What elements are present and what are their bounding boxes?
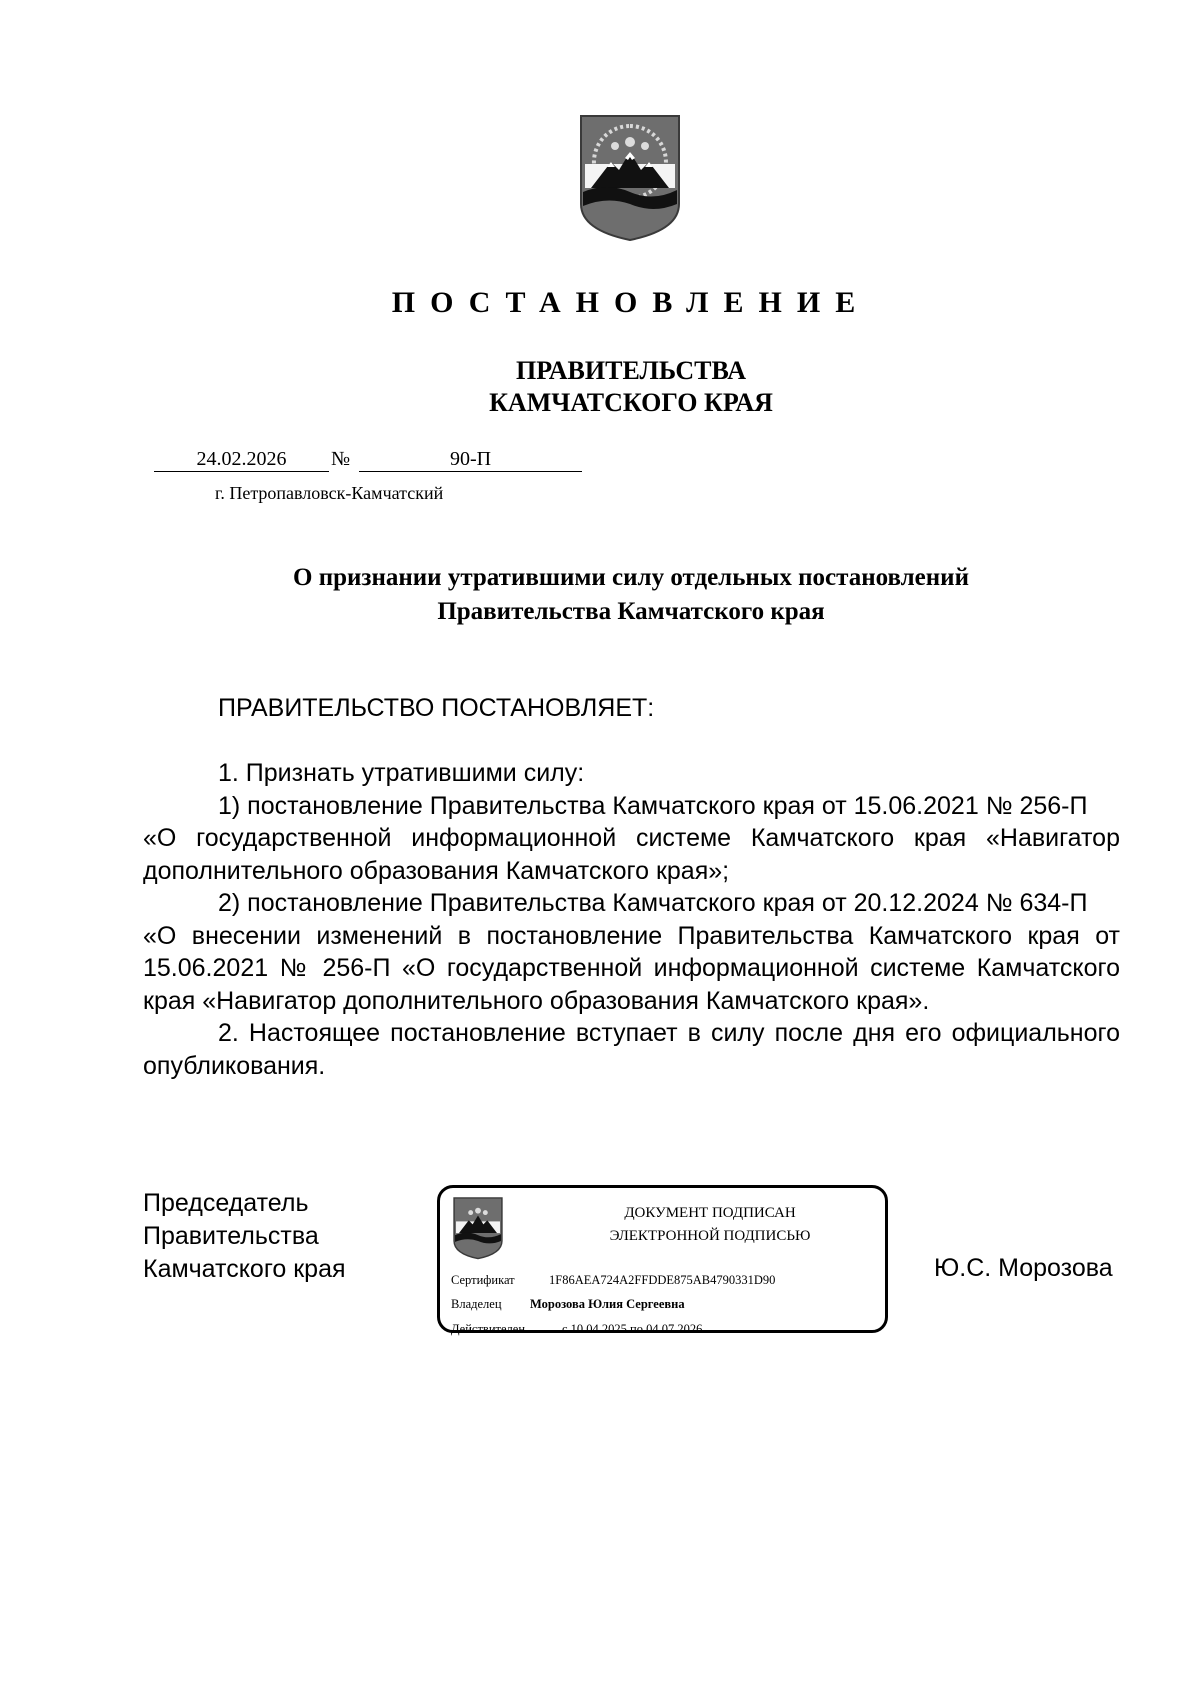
signer-position	[143, 1187, 346, 1286]
validity-value: с 10.04.2025 по 04.07.2026	[562, 1322, 703, 1336]
issuer-line-1: ПРАВИТЕЛЬСТВА	[516, 356, 746, 385]
signer-position-line-3: Камчатского края	[143, 1255, 346, 1283]
certificate-label: Сертификат	[451, 1273, 515, 1287]
stamp-emblem-icon	[452, 1196, 504, 1260]
place-of-issue: г. Петропавловск-Камчатский	[215, 483, 444, 503]
issuer-title	[0, 355, 1200, 419]
number-sign: №	[331, 448, 351, 470]
owner-label: Владелец	[451, 1297, 502, 1311]
document-type-title: ПОСТАНОВЛЕНИЕ	[391, 286, 871, 319]
paragraph-item-1-1-rest: «О государственной информационной системе Камчатского края «Навигатор дополнительного образования Камчатского края»;	[143, 824, 1120, 885]
signer-name: Ю.С. Морозова	[934, 1254, 1113, 1282]
document-number: 90-П	[359, 447, 582, 472]
resolution-phrase: ПРАВИТЕЛЬСТВО ПОСТАНОВЛЯЕТ:	[218, 694, 655, 722]
document-date: 24.02.2026	[154, 447, 329, 472]
stamp-header	[550, 1202, 870, 1248]
signer-position-line-1: Председатель	[143, 1189, 309, 1217]
coat-of-arms-icon	[577, 112, 683, 243]
stamp-owner-row	[451, 1296, 685, 1312]
paragraph-item-2: 2. Настоящее постановление вступает в силу после дня его официального опубликования.	[143, 1019, 1120, 1080]
stamp-certificate-row	[451, 1272, 775, 1288]
paragraph-item-1-1-lead: 1) постановление Правительства Камчатского края от 15.06.2021 № 256-П	[218, 791, 1088, 820]
document-body	[143, 757, 1120, 1082]
owner-value: Морозова Юлия Сергеевна	[530, 1297, 685, 1311]
stamp-header-line-1: ДОКУМЕНТ ПОДПИСАН	[624, 1205, 796, 1221]
subject-line-1: О признании утратившими силу отдельных постановлений	[293, 564, 969, 591]
stamp-header-line-2: ЭЛЕКТРОННОЙ ПОДПИСЬЮ	[609, 1228, 811, 1244]
electronic-signature-stamp	[437, 1185, 888, 1336]
paragraph-item-1: 1. Признать утратившими силу:	[218, 759, 585, 787]
subject-line-2: Правительства Камчатского края	[437, 598, 825, 625]
signer-position-line-2: Правительства	[143, 1222, 319, 1250]
paragraph-item-1-2-lead: 2) постановление Правительства Камчатского края от 20.12.2024 № 634-П	[218, 889, 1088, 917]
validity-label: Действителен	[451, 1322, 526, 1336]
issuer-line-2: КАМЧАТСКОГО КРАЯ	[489, 388, 773, 417]
paragraph-item-1-2-rest: «О внесении изменений в постановление Правительства Камчатского края от 15.06.2021 № 256-П «О государственной информационной системе Камчатского края «Навигатор дополнительного образования Камчатского края».	[143, 921, 1120, 1015]
stamp-validity-row	[451, 1321, 702, 1337]
document-subject	[0, 561, 1200, 629]
certificate-value: 1F86AEA724A2FFDDE875AB4790331D90	[549, 1273, 776, 1287]
